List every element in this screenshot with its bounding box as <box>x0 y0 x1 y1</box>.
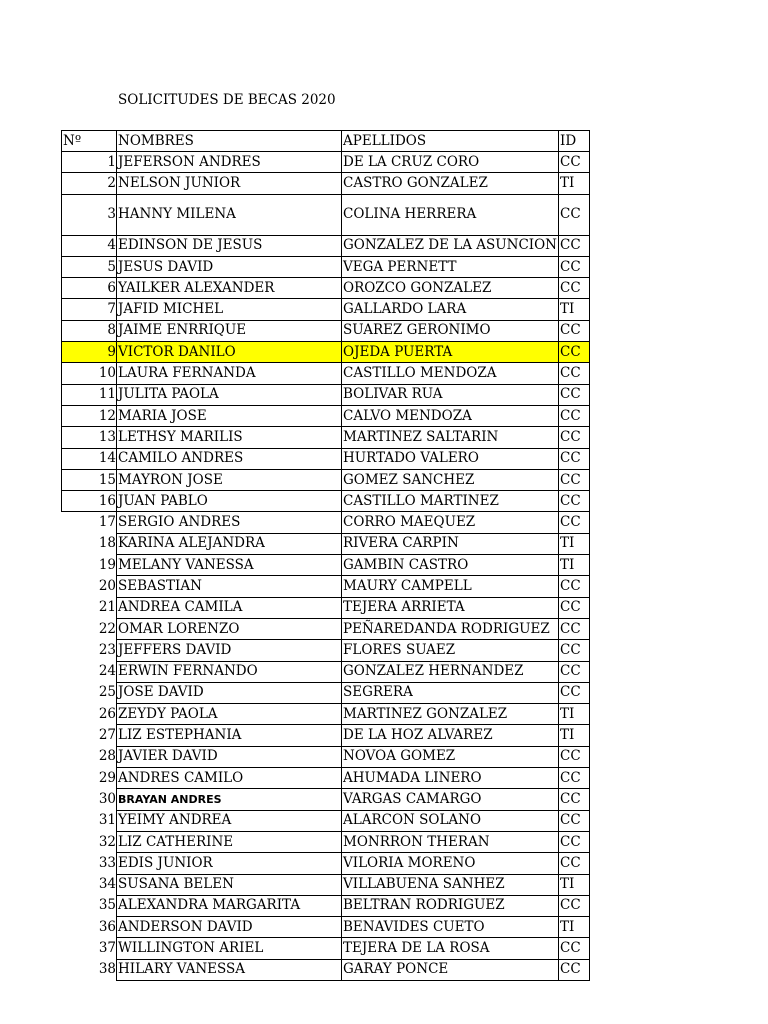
row-id: CC <box>559 661 590 682</box>
row-id: TI <box>559 725 590 746</box>
row-id: TI <box>559 704 590 725</box>
row-number: 37 <box>98 940 116 957</box>
row-number: 8 <box>62 320 117 341</box>
row-nombres: NELSON JUNIOR <box>117 173 342 194</box>
row-nombres: JAIME ENRRIQUE <box>117 320 342 341</box>
row-apellidos: GARAY PONCE <box>342 959 559 980</box>
row-nombres: KARINA ALEJANDRA <box>117 533 342 554</box>
row-nombres: ANDRES CAMILO <box>117 768 342 789</box>
row-number: 25 <box>98 684 116 701</box>
table-row <box>62 491 590 512</box>
row-apellidos: TEJERA DE LA ROSA <box>342 938 559 959</box>
table-row <box>62 427 590 448</box>
row-id: TI <box>559 533 590 554</box>
table-row <box>62 235 590 256</box>
row-nombres: MAYRON JOSE <box>117 469 342 490</box>
row-id: CC <box>559 342 590 363</box>
row-number: 15 <box>62 469 117 490</box>
row-nombres: LIZ CATHERINE <box>117 831 342 852</box>
row-number: 9 <box>62 342 117 363</box>
row-apellidos: COLINA HERRERA <box>342 194 559 235</box>
row-nombres: ZEYDY PAOLA <box>117 704 342 725</box>
header-num: Nº <box>62 131 117 152</box>
table-row <box>62 853 590 874</box>
row-nombres: JAFID MICHEL <box>117 299 342 320</box>
row-number: 24 <box>98 663 116 680</box>
row-apellidos: CASTILLO MENDOZA <box>342 363 559 384</box>
row-apellidos: CORRO MAEQUEZ <box>342 512 559 533</box>
table-row <box>62 342 590 363</box>
row-nombres: ERWIN FERNANDO <box>117 661 342 682</box>
table-row <box>62 917 590 938</box>
header-nombres: NOMBRES <box>117 131 342 152</box>
table-row <box>62 576 590 597</box>
row-number: 35 <box>98 897 116 914</box>
table-row <box>62 384 590 405</box>
row-id: CC <box>559 469 590 490</box>
row-nombres: YAILKER ALEXANDER <box>117 278 342 299</box>
row-id: CC <box>559 320 590 341</box>
row-nombres: YEIMY ANDREA <box>117 810 342 831</box>
row-number: 6 <box>62 278 117 299</box>
row-apellidos: AHUMADA LINERO <box>342 768 559 789</box>
row-number: 18 <box>98 535 116 552</box>
table-row <box>62 640 590 661</box>
row-id: CC <box>559 405 590 426</box>
row-number: 32 <box>98 833 116 850</box>
table-body <box>62 152 590 981</box>
row-apellidos: NOVOA GOMEZ <box>342 746 559 767</box>
row-id: TI <box>559 917 590 938</box>
row-id: CC <box>559 256 590 277</box>
row-nombres: MARIA JOSE <box>117 405 342 426</box>
row-id: CC <box>559 576 590 597</box>
row-apellidos: MONRRON THERAN <box>342 831 559 852</box>
row-id: CC <box>559 427 590 448</box>
row-number: 36 <box>98 918 116 935</box>
row-nombres: JAVIER DAVID <box>117 746 342 767</box>
row-nombres: BRAYAN ANDRES <box>117 789 342 810</box>
header-apellidos: APELLIDOS <box>342 131 559 152</box>
row-id: TI <box>559 874 590 895</box>
table-row <box>62 152 590 173</box>
row-nombres: EDIS JUNIOR <box>117 853 342 874</box>
row-id: CC <box>559 831 590 852</box>
row-number: 30 <box>98 790 116 807</box>
table-row <box>62 533 590 554</box>
table-row <box>62 555 590 576</box>
table-row <box>62 810 590 831</box>
row-number: 28 <box>98 748 116 765</box>
row-id: CC <box>559 618 590 639</box>
row-id: CC <box>559 810 590 831</box>
row-nombres: ANDERSON DAVID <box>117 917 342 938</box>
row-nombres: JEFERSON ANDRES <box>117 152 342 173</box>
table-row <box>62 256 590 277</box>
row-apellidos: BENAVIDES CUETO <box>342 917 559 938</box>
table-row <box>62 320 590 341</box>
row-id: CC <box>559 491 590 512</box>
row-nombres: ANDREA CAMILA <box>117 597 342 618</box>
table-row <box>62 278 590 299</box>
table-row <box>62 874 590 895</box>
table-row <box>62 725 590 746</box>
row-nombres: SEBASTIAN <box>117 576 342 597</box>
row-apellidos: MARTINEZ SALTARIN <box>342 427 559 448</box>
row-number: 10 <box>62 363 117 384</box>
table-row <box>62 789 590 810</box>
row-nombres: VICTOR DANILO <box>117 342 342 363</box>
table-row <box>62 959 590 980</box>
row-id: CC <box>559 363 590 384</box>
row-apellidos: VEGA PERNETT <box>342 256 559 277</box>
row-nombres: JUAN PABLO <box>117 491 342 512</box>
row-id: TI <box>559 173 590 194</box>
row-apellidos: CASTILLO MARTINEZ <box>342 491 559 512</box>
table-row <box>62 704 590 725</box>
row-number: 13 <box>62 427 117 448</box>
row-apellidos: ALARCON SOLANO <box>342 810 559 831</box>
row-apellidos: SUAREZ GERONIMO <box>342 320 559 341</box>
table-row <box>62 746 590 767</box>
row-apellidos: TEJERA ARRIETA <box>342 597 559 618</box>
table-row <box>62 194 590 235</box>
row-number: 19 <box>98 556 116 573</box>
row-nombres: CAMILO ANDRES <box>117 448 342 469</box>
row-number: 17 <box>98 514 116 531</box>
row-nombres: JULITA PAOLA <box>117 384 342 405</box>
table-row <box>62 618 590 639</box>
row-apellidos: FLORES SUAEZ <box>342 640 559 661</box>
row-nombres: MELANY VANESSA <box>117 555 342 576</box>
row-apellidos: HURTADO VALERO <box>342 448 559 469</box>
scholarship-table <box>61 130 590 981</box>
row-number: 11 <box>62 384 117 405</box>
row-number: 2 <box>62 173 117 194</box>
row-id: CC <box>559 938 590 959</box>
row-number: 33 <box>98 854 116 871</box>
table-row <box>62 938 590 959</box>
row-id: TI <box>559 299 590 320</box>
row-id: CC <box>559 448 590 469</box>
row-number: 21 <box>98 599 116 616</box>
row-id: CC <box>559 152 590 173</box>
row-apellidos: VILLABUENA SANHEZ <box>342 874 559 895</box>
row-nombres: ALEXANDRA MARGARITA <box>117 895 342 916</box>
row-number: 1 <box>62 152 117 173</box>
row-number: 26 <box>98 705 116 722</box>
row-number: 20 <box>98 577 116 594</box>
row-nombres: LIZ ESTEPHANIA <box>117 725 342 746</box>
row-apellidos: BOLIVAR RUA <box>342 384 559 405</box>
header-id: ID <box>559 131 590 152</box>
row-id: CC <box>559 512 590 533</box>
row-apellidos: OJEDA PUERTA <box>342 342 559 363</box>
row-id: CC <box>559 789 590 810</box>
row-number: 23 <box>98 641 116 658</box>
row-id: CC <box>559 682 590 703</box>
row-apellidos: PEÑAREDANDA RODRIGUEZ <box>342 618 559 639</box>
row-nombres: SUSANA BELEN <box>117 874 342 895</box>
row-number: 5 <box>62 256 117 277</box>
table-row <box>62 469 590 490</box>
row-apellidos: OROZCO GONZALEZ <box>342 278 559 299</box>
row-nombres: LETHSY MARILIS <box>117 427 342 448</box>
table-row <box>62 768 590 789</box>
row-id: CC <box>559 597 590 618</box>
row-number: 34 <box>98 876 116 893</box>
table-row <box>62 448 590 469</box>
row-apellidos: GAMBIN CASTRO <box>342 555 559 576</box>
row-id: CC <box>559 895 590 916</box>
table-row <box>62 363 590 384</box>
row-id: CC <box>559 384 590 405</box>
row-number: 27 <box>98 727 116 744</box>
row-id: TI <box>559 555 590 576</box>
row-id: CC <box>559 746 590 767</box>
row-nombres: HANNY MILENA <box>117 194 342 235</box>
row-apellidos: GONZALEZ DE LA ASUNCION <box>342 235 559 256</box>
row-apellidos: MAURY CAMPELL <box>342 576 559 597</box>
row-id: CC <box>559 959 590 980</box>
row-number: 12 <box>62 405 117 426</box>
row-number: 7 <box>62 299 117 320</box>
row-apellidos: GALLARDO LARA <box>342 299 559 320</box>
row-nombres: OMAR LORENZO <box>117 618 342 639</box>
row-apellidos: CALVO MENDOZA <box>342 405 559 426</box>
table-row <box>62 405 590 426</box>
row-nombres: HILARY VANESSA <box>117 959 342 980</box>
row-nombres: SERGIO ANDRES <box>117 512 342 533</box>
table-row <box>62 597 590 618</box>
row-apellidos: CASTRO GONZALEZ <box>342 173 559 194</box>
row-id: CC <box>559 768 590 789</box>
row-id: CC <box>559 853 590 874</box>
row-number: 31 <box>98 812 116 829</box>
row-apellidos: DE LA HOZ ALVAREZ <box>342 725 559 746</box>
row-number: 38 <box>98 961 116 978</box>
table-row <box>62 173 590 194</box>
row-apellidos: GONZALEZ HERNANDEZ <box>342 661 559 682</box>
table-row <box>62 895 590 916</box>
row-number: 29 <box>98 769 116 786</box>
row-apellidos: GOMEZ SANCHEZ <box>342 469 559 490</box>
table-row <box>62 831 590 852</box>
row-apellidos: RIVERA CARPIN <box>342 533 559 554</box>
document-title: SOLICITUDES DE BECAS 2020 <box>118 92 336 108</box>
row-number: 16 <box>62 491 117 512</box>
row-apellidos: DE LA CRUZ CORO <box>342 152 559 173</box>
row-apellidos: VARGAS CAMARGO <box>342 789 559 810</box>
row-nombres: EDINSON DE JESUS <box>117 235 342 256</box>
row-nombres: JESUS DAVID <box>117 256 342 277</box>
row-apellidos: BELTRAN RODRIGUEZ <box>342 895 559 916</box>
row-apellidos: MARTINEZ GONZALEZ <box>342 704 559 725</box>
row-number: 4 <box>62 235 117 256</box>
row-nombres: WILLINGTON ARIEL <box>117 938 342 959</box>
row-id: CC <box>559 235 590 256</box>
row-nombres: LAURA FERNANDA <box>117 363 342 384</box>
row-apellidos: SEGRERA <box>342 682 559 703</box>
row-id: CC <box>559 194 590 235</box>
table-header-row <box>62 131 590 152</box>
table-row <box>62 299 590 320</box>
row-number: 22 <box>98 620 116 637</box>
table-row <box>62 682 590 703</box>
row-nombres: JOSE DAVID <box>117 682 342 703</box>
row-id: CC <box>559 640 590 661</box>
row-number: 3 <box>62 194 117 235</box>
row-nombres: JEFFERS DAVID <box>117 640 342 661</box>
row-number: 14 <box>62 448 117 469</box>
row-apellidos: VILORIA MORENO <box>342 853 559 874</box>
table-row <box>62 512 590 533</box>
table-row <box>62 661 590 682</box>
row-id: CC <box>559 278 590 299</box>
